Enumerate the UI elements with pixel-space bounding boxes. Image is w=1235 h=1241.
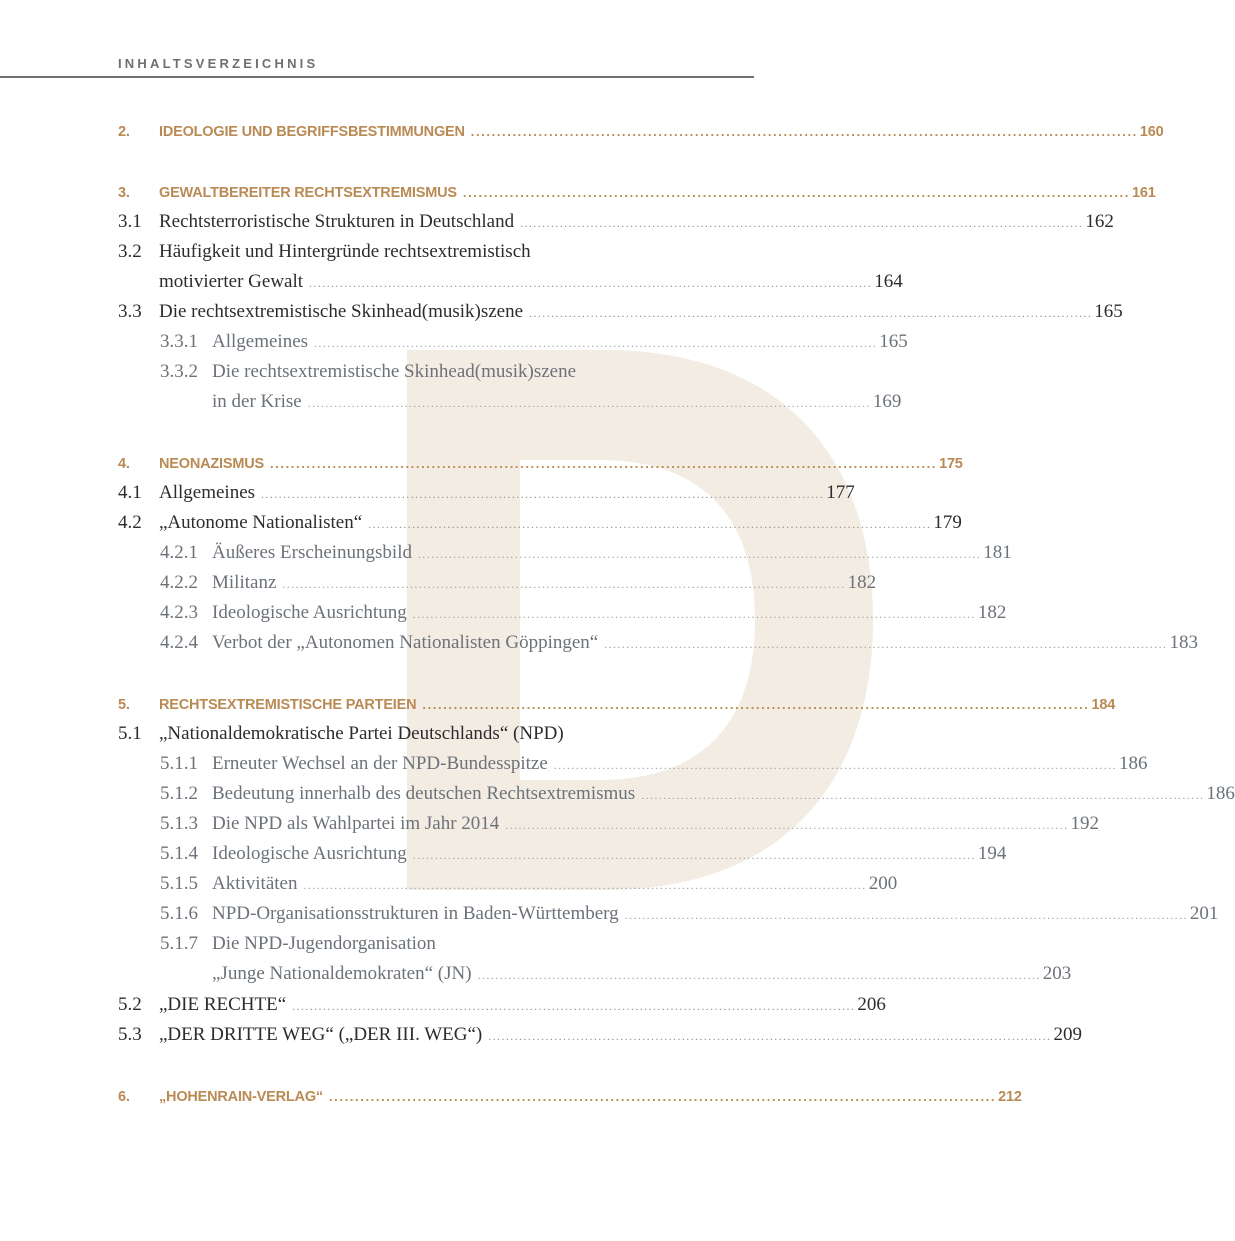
entry-page: 201 (1189, 903, 1219, 924)
dot-leader: ................................................................................................................................ (488, 1029, 1052, 1043)
entry-page: 160 (1139, 124, 1164, 140)
entry-title: Militanz (212, 572, 277, 593)
toc-entry-3-3-1[interactable] (118, 331, 908, 361)
dot-leader: ................................................................................................................................ (368, 517, 932, 531)
toc-entry-5-1-3[interactable] (118, 813, 1099, 843)
dot-leader: ................................................................................................................................ (309, 276, 873, 290)
dot-leader: ................................................................................................................................ (520, 216, 1084, 230)
entry-page: 186 (1119, 753, 1148, 774)
entry-title: Verbot der „Autonomen Nationalisten Göppingen“ (212, 632, 599, 653)
entry-title: Die NPD als Wahlpartei im Jahr 2014 (212, 813, 500, 834)
entry-page: 162 (1085, 211, 1114, 232)
entry-page: 169 (872, 391, 902, 412)
entry-number: 3.2 (118, 241, 142, 262)
entry-number: 3.3.1 (160, 331, 198, 352)
entry-title: Rechtsterroristische Strukturen in Deutschland (159, 211, 515, 232)
entry-title: Häufigkeit und Hintergründe rechtsextremistisch (159, 241, 531, 262)
entry-number: 4.2.2 (160, 572, 198, 593)
entry-number: 4.2.4 (160, 632, 198, 653)
entry-title: Aktivitäten (212, 873, 298, 894)
toc-entry-5-3[interactable] (118, 1024, 1082, 1054)
entry-number: 5.1.5 (160, 873, 198, 894)
dot-leader: ................................................................................................................................ (462, 185, 1130, 200)
toc-entry-5-1[interactable] (118, 723, 749, 753)
toc-entry-2[interactable] (118, 124, 1164, 154)
toc-entry-3-3[interactable] (118, 301, 1123, 331)
entry-number: 5.1.6 (160, 903, 198, 924)
dot-leader: ................................................................................................................................ (477, 968, 1041, 982)
dot-leader: ................................................................................................................................ (412, 848, 976, 862)
entry-title: GEWALTBEREITER RECHTSEXTREMISMUS (159, 185, 457, 201)
entry-title-continued: „Junge Nationaldemokraten“ (JN) (212, 963, 472, 984)
toc-entry-5-1-6[interactable] (118, 903, 1219, 933)
toc-entry-3-1[interactable] (118, 211, 1114, 241)
dot-leader: ................................................................................................................................ (417, 547, 982, 561)
page-header: INHALTSVERZEICHNIS (118, 56, 319, 71)
entry-page: 175 (939, 456, 963, 472)
entry-title: „Nationaldemokratische Partei Deutschlands“ (NPD) (159, 723, 564, 744)
toc-entry-3-3-2[interactable] (118, 361, 902, 421)
toc-entry-4-2-4[interactable] (118, 632, 1198, 662)
entry-title: Bedeutung innerhalb des deutschen Rechtsextremismus (212, 783, 636, 804)
entry-number: 5.1.4 (160, 843, 198, 864)
entry-title: „HOHENRAIN-VERLAG“ (159, 1089, 323, 1105)
entry-number: 3. (118, 185, 130, 201)
dot-leader: ................................................................................................................................ (529, 306, 1093, 320)
entry-page: 161 (1131, 185, 1156, 201)
entry-title-continued: in der Krise (212, 391, 302, 412)
dot-leader: ................................................................................................................................ (282, 577, 846, 591)
entry-number: 3.3 (118, 301, 142, 322)
toc-entry-5-1-7[interactable] (118, 933, 1072, 993)
entry-page: 192 (1070, 813, 1099, 834)
entry-number: 5.1.2 (160, 783, 198, 804)
toc-entry-4-2-3[interactable] (118, 602, 1007, 632)
entry-page: 179 (933, 512, 962, 533)
entry-title: „DER DRITTE WEG“ („DER III. WEG“) (159, 1024, 483, 1045)
entry-page: 194 (977, 843, 1007, 864)
entry-title: Allgemeines (159, 482, 256, 503)
entry-title: „Autonome Nationalisten“ (159, 512, 363, 533)
entry-page: 200 (868, 873, 898, 894)
entry-page: 209 (1053, 1024, 1082, 1045)
entry-number: 6. (118, 1089, 130, 1105)
dot-leader: ................................................................................................................................ (328, 1089, 997, 1104)
entry-title-continued: motivierter Gewalt (159, 271, 304, 292)
entry-number: 4. (118, 456, 130, 472)
toc-entry-4-1[interactable] (118, 482, 855, 512)
toc-entry-4-2[interactable] (118, 512, 962, 542)
dot-leader: ................................................................................................................................ (269, 456, 938, 471)
entry-title: NPD-Organisationsstrukturen in Baden-Württemberg (212, 903, 619, 924)
header-divider (0, 76, 754, 78)
entry-number: 5.1.1 (160, 753, 198, 774)
entry-page: 182 (847, 572, 877, 593)
toc-entry-4-2-2[interactable] (118, 572, 877, 602)
entry-page: 184 (1091, 697, 1116, 713)
toc-entry-4-2-1[interactable] (118, 542, 1012, 572)
entry-page: 183 (1169, 632, 1198, 653)
entry-number: 3.1 (118, 211, 142, 232)
entry-number: 4.2.3 (160, 602, 198, 623)
dot-leader: ................................................................................................................................ (641, 788, 1205, 802)
entry-number: 5.2 (118, 994, 142, 1015)
entry-title: Die NPD-Jugendorganisation (212, 933, 436, 954)
entry-title: NEONAZISMUS (159, 456, 264, 472)
entry-page: 165 (879, 331, 908, 352)
entry-title: Allgemeines (212, 331, 309, 352)
dot-leader: ................................................................................................................................ (292, 999, 856, 1013)
dot-leader: ................................................................................................................................ (604, 637, 1168, 651)
entry-page: 165 (1094, 301, 1123, 322)
entry-title: Ideologische Ausrichtung (212, 602, 407, 623)
entry-page: 212 (998, 1089, 1022, 1105)
dot-leader: ................................................................................................................................ (422, 697, 1090, 712)
entry-title: Äußeres Erscheinungsbild (212, 542, 412, 563)
dot-leader: ................................................................................................................................ (553, 758, 1117, 772)
entry-page: 206 (857, 994, 886, 1015)
entry-page: 186 (1206, 783, 1235, 804)
entry-number: 3.3.2 (160, 361, 198, 382)
dot-leader: ................................................................................................................................ (470, 124, 1138, 139)
dot-leader: ................................................................................................................................ (412, 607, 976, 621)
dot-leader: ................................................................................................................................ (303, 878, 867, 892)
dot-leader: ................................................................................................................................ (505, 818, 1069, 832)
toc-entry-5-1-1[interactable] (118, 753, 1148, 783)
entry-number: 5. (118, 697, 130, 713)
entry-page: 164 (874, 271, 903, 292)
dot-leader: ................................................................................................................................ (261, 487, 825, 501)
entry-title: IDEOLOGIE UND BEGRIFFSBESTIMMUNGEN (159, 124, 465, 140)
entry-page: 181 (983, 542, 1012, 563)
toc-entry-5-1-5[interactable] (118, 873, 898, 903)
entry-page: 203 (1042, 963, 1072, 984)
entry-title: Erneuter Wechsel an der NPD-Bundesspitze (212, 753, 548, 774)
entry-number: 4.1 (118, 482, 142, 503)
entry-title: RECHTSEXTREMISTISCHE PARTEIEN (159, 697, 417, 713)
dot-leader: ................................................................................................................................ (624, 908, 1188, 922)
entry-title: Die rechtsextremistische Skinhead(musik)szene (212, 361, 577, 382)
entry-number: 4.2 (118, 512, 142, 533)
dot-leader: ................................................................................................................................ (314, 336, 878, 350)
entry-number: 5.1.7 (160, 933, 198, 954)
entry-number: 5.1 (118, 723, 142, 744)
toc-entry-6[interactable] (118, 1089, 1022, 1119)
dot-leader: ................................................................................................................................ (307, 396, 871, 410)
toc-entry-3-2[interactable] (118, 241, 903, 301)
entry-title: Die rechtsextremistische Skinhead(musik)szene (159, 301, 524, 322)
toc-entry-5-1-2[interactable] (118, 783, 1235, 813)
entry-title: Ideologische Ausrichtung (212, 843, 407, 864)
entry-number: 4.2.1 (160, 542, 198, 563)
entry-number: 5.3 (118, 1024, 142, 1045)
toc-entry-5-1-4[interactable] (118, 843, 1007, 873)
entry-page: 182 (977, 602, 1007, 623)
entry-page: 177 (826, 482, 855, 503)
entry-number: 2. (118, 124, 130, 140)
toc-entry-5-2[interactable] (118, 994, 886, 1024)
entry-number: 5.1.3 (160, 813, 198, 834)
entry-title: „DIE RECHTE“ (159, 994, 287, 1015)
